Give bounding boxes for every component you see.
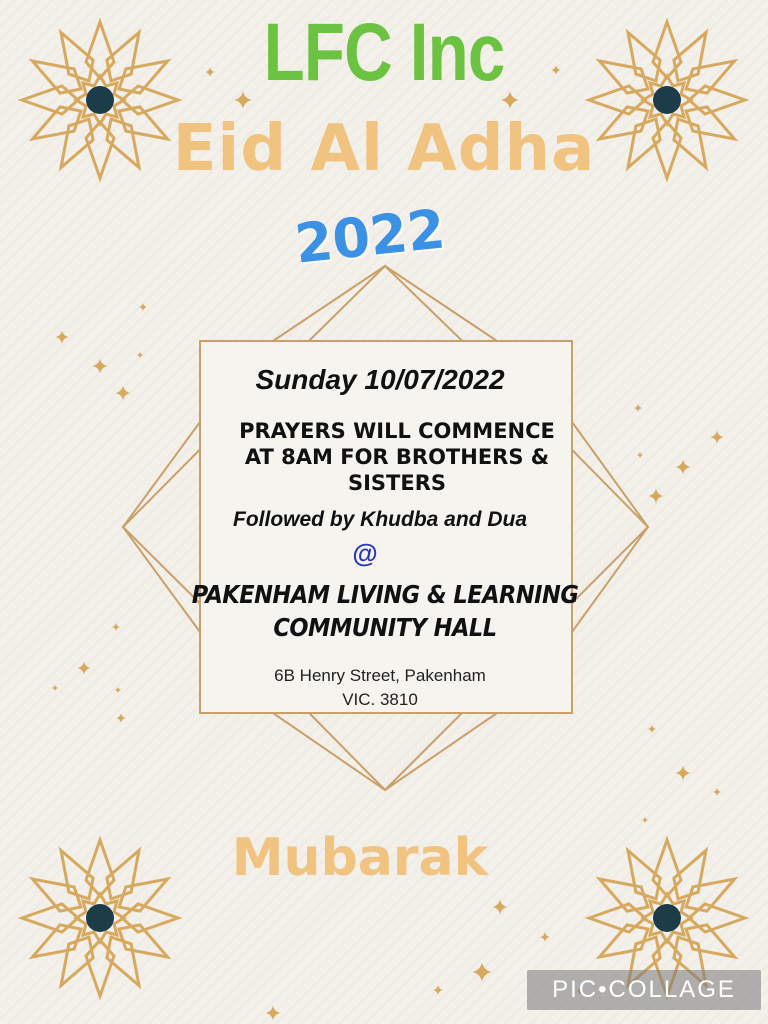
venue-line-1: PAKENHAM LIVING & LEARNING [191,580,579,609]
prayer-info-line-1: PRAYERS WILL COMMENCE [239,419,555,443]
prayer-info [212,418,582,496]
venue-name [170,578,600,644]
prayer-info-line-2: AT 8AM FOR BROTHERS & [244,445,550,469]
greeting-text: Mubarak [231,828,489,888]
event-date: Sunday 10/07/2022 [255,364,505,395]
app-watermark: PIC•COLLAGE [527,970,761,1010]
event-year: 2022 [291,197,449,276]
venue-address [230,664,530,712]
prayer-info-line-3: SISTERS [347,471,447,495]
org-title: LFC Inc [263,7,505,98]
venue-line-2: COMMUNITY HALL [273,613,497,642]
at-symbol: @ [352,538,378,568]
address-line-1: 6B Henry Street, Pakenham [274,666,486,685]
followed-by-text: Followed by Khudba and Dua [233,508,527,531]
event-title: Eid Al Adha [172,112,596,186]
address-line-2: VIC. 3810 [342,690,418,709]
